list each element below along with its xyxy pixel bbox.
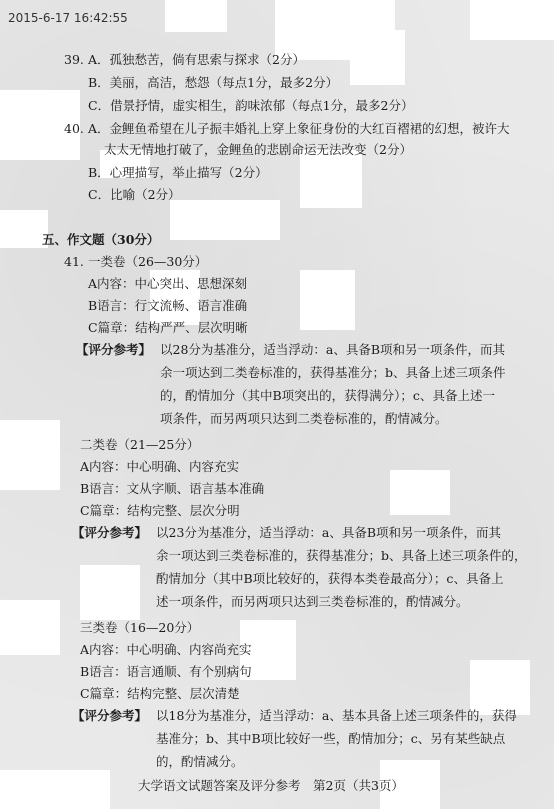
scoring-reference-line: 余一项达到二类卷标准的，获得基准分；b、具备上述三项条件 xyxy=(160,365,506,380)
scoring-reference-line: 基准分；b、其中B项比较好一些，酌情加分；c、另有某些缺点 xyxy=(156,731,506,746)
redaction-patch xyxy=(165,0,227,32)
scoring-reference-line: 酌情加分（其中B项比较好的，获得本类卷最高分）；c、具备上 xyxy=(156,571,504,586)
redaction-patch xyxy=(170,200,280,240)
criterion-line: A内容：中心突出、思想深刻 xyxy=(88,276,248,291)
criterion-line: B语言：文从字顺、语言基本准确 xyxy=(80,481,265,496)
answer-line: A．孤独愁苦，倘有思索与探求（2分） xyxy=(88,52,305,67)
question-number: 39. xyxy=(64,52,84,67)
criterion-line: A内容：中心明确、内容尚充实 xyxy=(80,642,252,657)
redaction-patch xyxy=(300,150,362,208)
scoring-reference-line: 述一项条件，而另两项只达到三类卷标准的，酌情减分。 xyxy=(156,594,469,609)
answer-line: C．比喻（2分） xyxy=(88,187,181,202)
answer-line: B．美丽，高洁，愁怨（每点1分，最多2分） xyxy=(88,75,339,90)
question-number: 41. xyxy=(64,254,84,269)
scoring-reference-line: 项条件，而另两项只达到二类卷标准的，酌情减分。 xyxy=(160,411,448,426)
page-footer: 大学语文试题答案及评分参考 第2页（共3页） xyxy=(138,778,404,793)
redaction-patch xyxy=(0,770,110,809)
grade-title: 二类卷（21—25分） xyxy=(80,437,200,452)
section-title: 五、作文题（30分） xyxy=(42,232,160,247)
redaction-patch xyxy=(80,565,140,620)
redaction-patch xyxy=(0,420,60,490)
answer-line: C．借景抒情，虚实相生，韵味浓郁（每点1分，最多2分） xyxy=(88,98,414,113)
answer-line: 太太无情地打破了，金鲤鱼的悲剧命运无法改变（2分） xyxy=(104,142,412,157)
redaction-patch xyxy=(0,210,48,248)
redaction-patch xyxy=(470,660,530,715)
print-timestamp: 2015-6-17 16:42:55 xyxy=(8,11,128,25)
criterion-line: C篇章：结构完整、层次分明 xyxy=(80,503,240,518)
redaction-patch xyxy=(350,30,405,85)
grade-title: 三类卷（16—20分） xyxy=(80,620,200,635)
redaction-patch xyxy=(300,270,355,330)
grade-title: 一类卷（26—30分） xyxy=(88,254,208,269)
scoring-reference-line: 余一项达到三类卷标准的，获得基准分；b、具备上述三项条件的， xyxy=(156,548,527,563)
criterion-line: A内容：中心明确、内容充实 xyxy=(80,459,240,474)
criterion-line: B语言：语言通顺、有个别病句 xyxy=(80,664,252,679)
criterion-line: C篇章：结构完整、层次清楚 xyxy=(80,686,240,701)
scoring-reference-label: 【评分参考】 xyxy=(72,525,148,540)
question-number: 40. xyxy=(64,121,84,136)
redaction-patch xyxy=(0,600,60,655)
answer-line: A．金鲤鱼希望在儿子振丰婚礼上穿上象征身份的大红百褶裙的幻想，被许大 xyxy=(88,121,510,136)
criterion-line: C篇章：结构严严、层次明晰 xyxy=(88,320,248,335)
criterion-line: B语言：行文流畅、语言准确 xyxy=(88,298,248,313)
scoring-reference-label: 【评分参考】 xyxy=(72,708,148,723)
answer-line: B．心理描写，举止描写（2分） xyxy=(88,165,268,180)
redaction-patch xyxy=(470,0,554,40)
scoring-reference-line: 以23分为基准分，适当浮动：a、具备B项和另一项条件，而其 xyxy=(156,525,502,540)
scoring-reference-line: 的，酌情加分（其中B项突出的，获得满分）；c、具备上述一 xyxy=(160,388,495,403)
scoring-reference-line: 的，酌情减分。 xyxy=(156,754,244,769)
scoring-reference-label: 【评分参考】 xyxy=(76,342,152,357)
scoring-reference-line: 以28分为基准分，适当浮动：a、具备B项和另一项条件，而其 xyxy=(160,342,506,357)
redaction-patch xyxy=(390,470,450,515)
scoring-reference-line: 以18分为基准分，适当浮动：a、基本具备上述三项条件的，获得 xyxy=(156,708,517,723)
